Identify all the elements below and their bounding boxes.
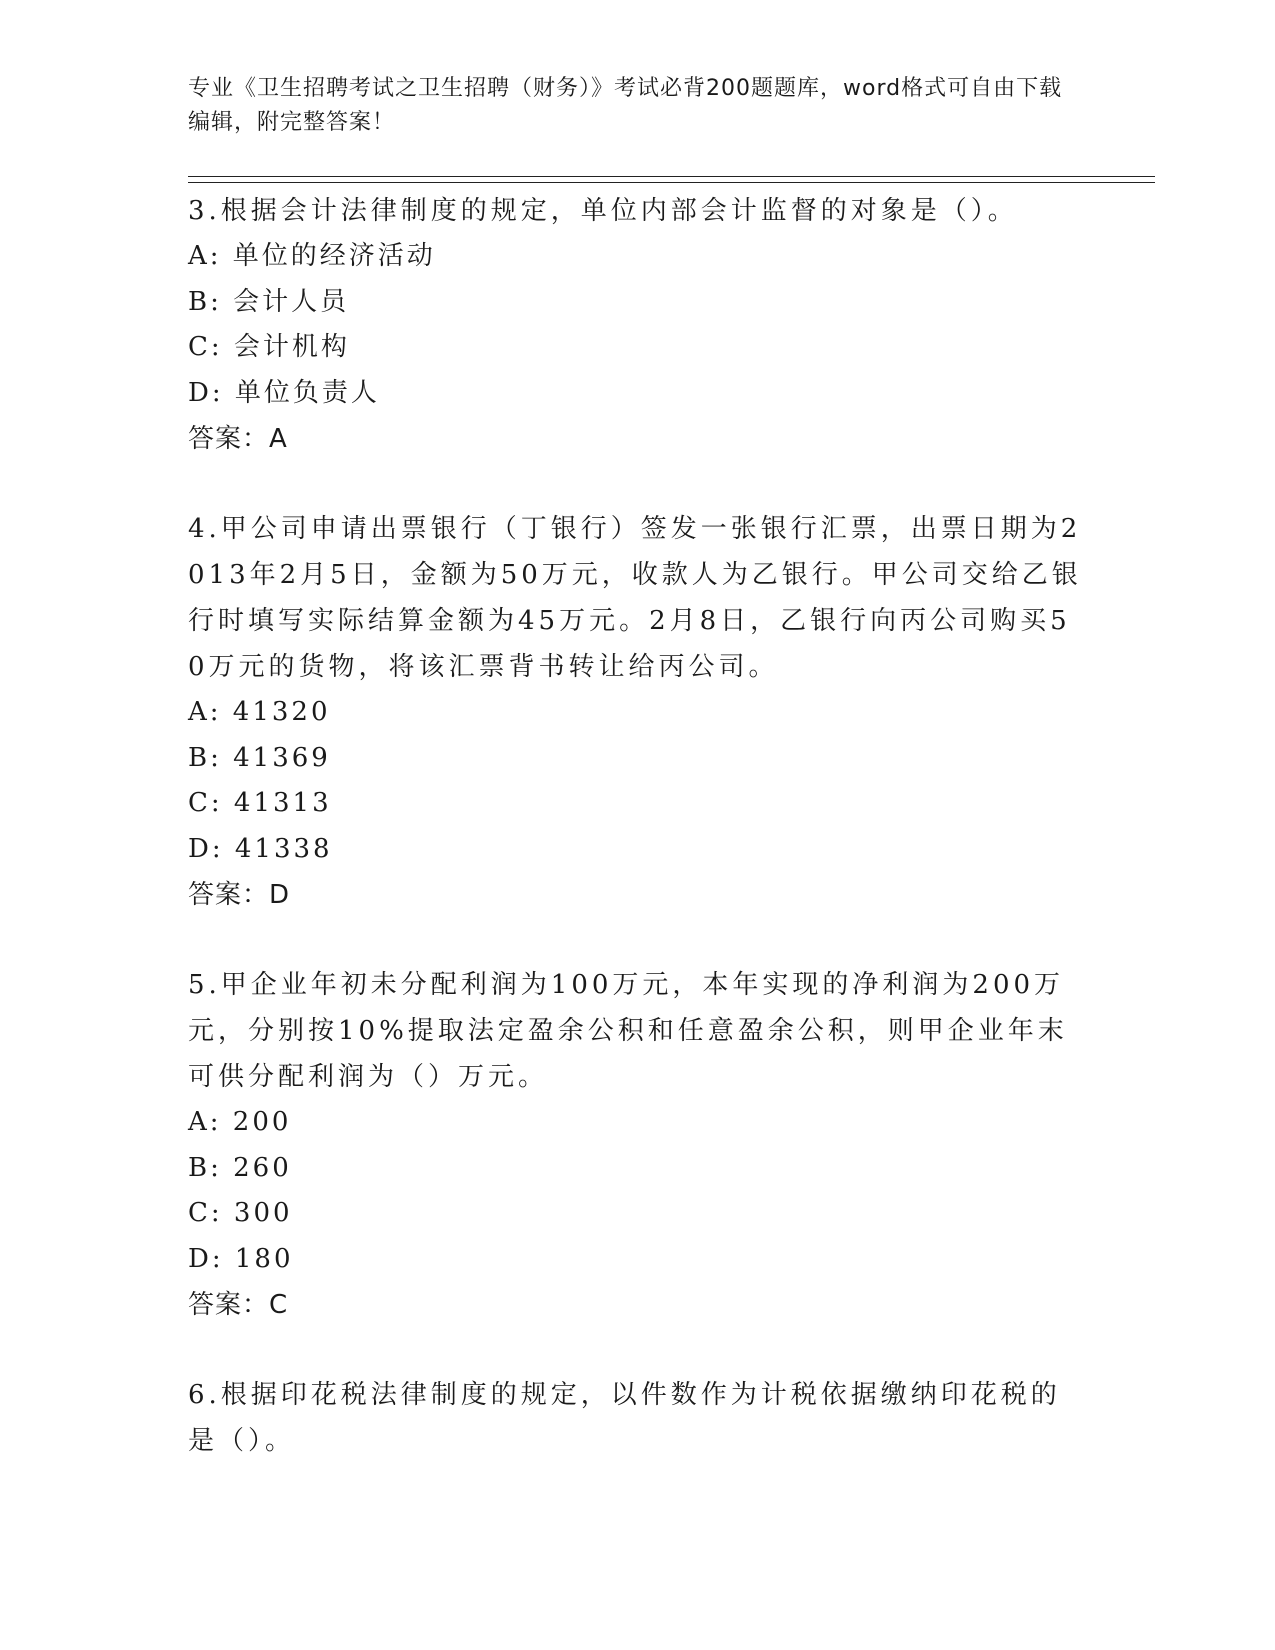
answer-label: 答案：A xyxy=(188,424,288,454)
question-text: 3.根据会计法律制度的规定，单位内部会计监督的对象是（）。 xyxy=(188,196,1018,226)
header-rule-top xyxy=(188,176,1155,177)
option-d: D: 41338 xyxy=(188,833,333,864)
document-header: 专业《卫生招聘考试之卫生招聘（财务）》考试必背200题题库，word格式可自由下载编辑，附完整答案！ xyxy=(188,76,1063,135)
question-3 xyxy=(188,188,1088,462)
question-text: 4.甲公司申请出票银行（丁银行）签发一张银行汇票，出票日期为2013年2月5日，金额为50万元，收款人为乙银行。甲公司交给乙银行时填写实际结算金额为45万元。2月8日，乙银行向丙公司购买50万元的货物，将该汇票背书转让给丙公司。 xyxy=(188,514,1082,682)
option-b: B: 会计人员 xyxy=(188,286,350,317)
option-a: A: 单位的经济活动 xyxy=(188,241,436,271)
question-text: 5.甲企业年初未分配利润为100万元，本年实现的净利润为200万元，分别按10%提取法定盈余公积和任意盈余公积，则甲企业年末可供分配利润为（）万元。 xyxy=(188,970,1068,1092)
option-d: D: 180 xyxy=(188,1243,294,1274)
answer-label: 答案：C xyxy=(188,1290,289,1320)
option-c: C: 300 xyxy=(188,1198,293,1228)
option-b: B: 41369 xyxy=(188,742,331,773)
question-text: 6.根据印花税法律制度的规定，以件数作为计税依据缴纳印花税的是（）。 xyxy=(188,1380,1061,1456)
option-b: B: 260 xyxy=(188,1152,292,1183)
option-c: C: 41313 xyxy=(188,788,332,818)
option-d: D: 单位负责人 xyxy=(188,377,380,408)
header-rule-bottom xyxy=(188,182,1155,183)
answer-label: 答案：D xyxy=(188,880,291,910)
question-6 xyxy=(188,1372,1088,1464)
question-4 xyxy=(188,506,1088,918)
option-c: C: 会计机构 xyxy=(188,332,350,362)
question-list xyxy=(188,188,1088,1508)
option-a: A: 41320 xyxy=(188,697,331,727)
question-5 xyxy=(188,962,1088,1328)
option-a: A: 200 xyxy=(188,1107,292,1137)
